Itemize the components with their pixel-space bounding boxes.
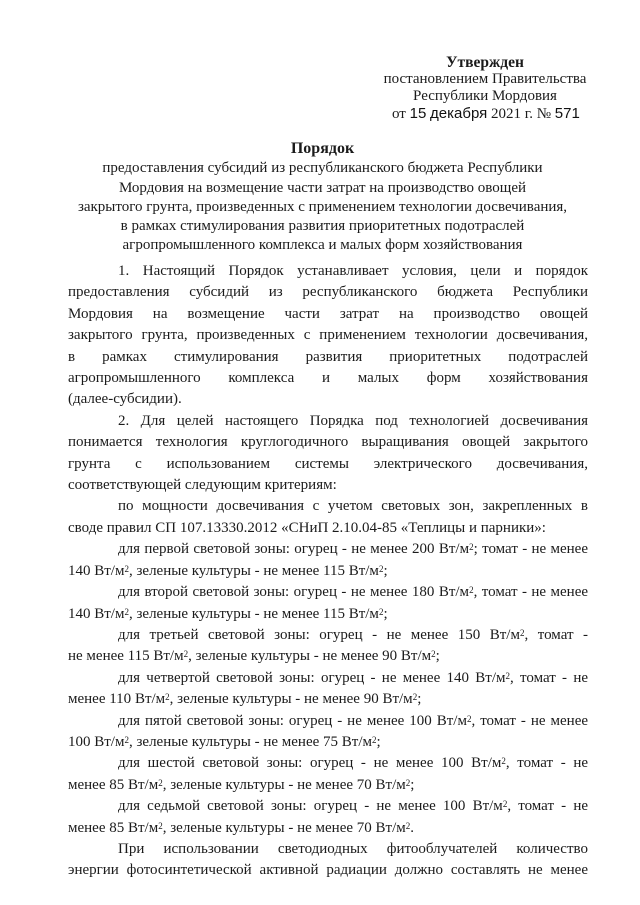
zone-line-1: для пятой световой зоны: огурец - не менее 100 $Вт/м^2$, томат - не менее [118, 712, 589, 729]
document-body [68, 261, 588, 882]
zone-line-2: менее 85 $Вт/м^2$, зеленые культуры - не менее 70 $Вт/м^2$. [68, 819, 414, 836]
text-line: понимается технология круглогодичного выращивания овощей закрытого [68, 434, 588, 451]
heading-line: предоставления субсидий из республиканского бюджета Республики [102, 160, 543, 177]
number-label: № [536, 106, 552, 122]
decree-number: 571 [554, 105, 580, 122]
led-paragraph [68, 839, 588, 882]
zone-criterion [68, 582, 588, 625]
zone-line-1: для шестой световой зоны: огурец - не менее 100 $Вт/м^2$, томат - не [118, 755, 589, 772]
text-line: предоставления субсидий из республиканского бюджета Республики [68, 284, 588, 301]
zone-criterion [68, 753, 588, 796]
paragraph-1 [68, 261, 588, 411]
zone-line-1: для четвертой световой зоны: огурец - не менее 140 $Вт/м^2$, томат - не [118, 669, 588, 686]
text-line: 1. Настоящий Порядок устанавливает условия, цели и порядок [118, 263, 588, 279]
zone-criterion [68, 668, 588, 711]
date-day: 15 [409, 105, 427, 122]
zone-line-2: не менее 115 $Вт/м^2$, зеленые культуры - не менее 90 $Вт/м^2$; [68, 648, 440, 665]
power-intro [68, 496, 588, 539]
zone-line-1: для второй световой зоны: огурец - не менее 180 $Вт/м^2$, томат - не менее [118, 584, 589, 601]
zone-criteria-list [68, 539, 588, 839]
zone-line-2: менее 110 $Вт/м^2$, зеленые культуры - не менее 90 $Вт/м^2$; [68, 691, 422, 708]
approval-line: постановлением Правительства [383, 71, 587, 87]
date-year: 2021 г. [491, 106, 533, 122]
zone-line-2: 140 $Вт/м^2$, зеленые культуры - не менее 115 $Вт/м^2$; [68, 562, 388, 579]
zone-line-2: менее 85 $Вт/м^2$, зеленые культуры - не менее 70 $Вт/м^2$; [68, 776, 415, 793]
approval-block [360, 54, 610, 123]
zone-criterion [68, 796, 588, 839]
zone-line-2: 100 $Вт/м^2$, зеленые культуры - не менее 75 $Вт/м^2$; [68, 733, 381, 750]
heading-line: агропромышленного комплекса и малых форм хозяйствования [122, 237, 523, 254]
zone-line-1: для седьмой световой зоны: огурец - не менее 100 $Вт/м^2$, томат - не [118, 798, 589, 815]
zone-line-2: 140 $Вт/м^2$, зеленые культуры - не менее 115 $Вт/м^2$; [68, 605, 388, 622]
text-line: (далее-субсидии). [68, 391, 182, 408]
text-line: закрытого грунта, произведенных с применением технологии досвечивания, [68, 327, 588, 344]
zone-line-1: для третьей световой зоны: огурец - не менее 150 $Вт/м^2$, томат - [118, 626, 589, 643]
heading-line: Мордовия на возмещение части затрат на производство овощей [118, 179, 527, 196]
zone-criterion [68, 711, 588, 754]
text-line: грунта с использованием системы электрического досвечивания, [68, 455, 588, 472]
text-line: в рамках стимулирования развития приоритетных подотраслей [68, 348, 588, 365]
text-line: агропромышленного комплекса и малых форм хозяйствования [68, 370, 588, 387]
paragraph-2 [68, 411, 588, 497]
approval-title: Утвержден [446, 54, 524, 71]
text-line: При использовании светодиодных фитооблучателей количество [118, 840, 588, 857]
heading-title: Порядок [290, 140, 355, 157]
heading-line: в рамках стимулирования развития приоритетных подотраслей [120, 218, 525, 235]
text-line: по мощности досвечивания с учетом световых зон, закрепленных в [118, 498, 588, 515]
zone-line-1: для первой световой зоны: огурец - не менее 200 $Вт/м^2$; томат - не менее [118, 541, 589, 558]
zone-criterion [68, 625, 588, 668]
text-line: 2. Для целей настоящего Порядка под технологией досвечивания [118, 412, 588, 429]
text-line: Мордовия на возмещение части затрат на производство овощей [68, 305, 588, 322]
text-line: соответствующей следующим критериям: [68, 477, 337, 494]
heading-line: закрытого грунта, произведенных с применением технологии досвечивания, [77, 198, 568, 215]
approval-date [360, 105, 610, 123]
approval-line: Республики Мордовия [413, 88, 557, 104]
text-line: своде правил СП 107.13330.2012 «СНиП 2.10.04-85 «Теплицы и парники»: [68, 519, 546, 536]
text-line: энергии фотосинтетической активной радиации должно составлять не менее [68, 862, 588, 879]
date-month: декабря [430, 105, 488, 122]
date-prefix: от [392, 106, 406, 122]
zone-criterion [68, 539, 588, 582]
document-heading [70, 139, 575, 256]
